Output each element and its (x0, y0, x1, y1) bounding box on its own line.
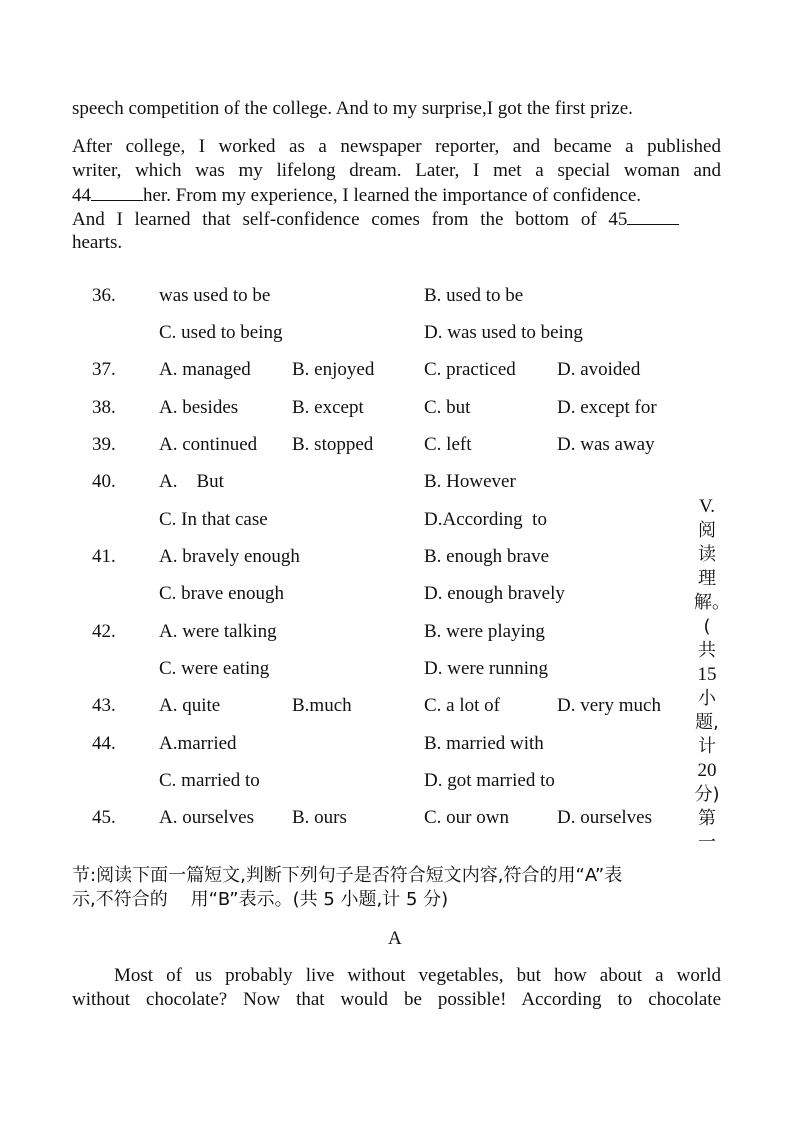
option-a: A. managed (159, 359, 251, 380)
option-a: A. bravely enough (159, 546, 300, 567)
paragraph-line: speech competition of the college. And to my surprise,I got the first prize. (72, 98, 633, 119)
option-d: D. except for (557, 397, 657, 418)
option-d: D. was used to being (424, 322, 583, 343)
heading-char: 共 (698, 640, 716, 661)
question-number: 38. (92, 397, 116, 418)
question-number: 36. (92, 285, 116, 306)
option-b: B. enough brave (424, 546, 550, 567)
option-b: B. were playing (424, 621, 545, 642)
instruction-line: 示,不符合的 用“B”表示。(共 5 小题,计 5 分) (72, 889, 449, 910)
option-d: D. was away (557, 434, 655, 455)
option-a: A. ourselves (159, 807, 254, 828)
option-d: D. were running (424, 658, 548, 679)
option-c: C. were eating (159, 658, 270, 679)
option-b: B. used to be (424, 285, 524, 306)
question-number: 37. (92, 359, 116, 380)
option-a: A. continued (159, 434, 258, 455)
option-d: D.According to (424, 509, 547, 530)
option-d: D. enough bravely (424, 583, 565, 604)
heading-char: 小 (698, 688, 716, 709)
heading-char: 计 (698, 736, 716, 757)
answer-blank-45 (627, 207, 679, 225)
question-number: 41. (92, 546, 116, 567)
paragraph-line-blank-45 (72, 207, 721, 232)
paragraph-line-blank-44 (72, 183, 721, 208)
paragraph-line: hearts. (72, 232, 123, 253)
passage-line: without chocolate? Now that would be possible! According to chocolate (72, 989, 721, 1010)
option-a: A. quite (159, 695, 221, 716)
option-b: B. married with (424, 733, 544, 754)
heading-char: ( (703, 616, 711, 637)
question-number: 40. (92, 471, 116, 492)
option-c: C. left (424, 434, 472, 455)
heading-char: 阅 (698, 520, 716, 541)
option-b: B.much (292, 695, 352, 716)
option-a: A.married (159, 733, 237, 754)
option-d: D. avoided (557, 359, 641, 380)
option-b: B. stopped (292, 434, 374, 455)
option-b: B. However (424, 471, 516, 492)
option-a: was used to be (159, 285, 271, 306)
option-c: C. but (424, 397, 471, 418)
question-number: 42. (92, 621, 116, 642)
heading-char: 解。 (694, 592, 730, 613)
heading-char: 第 (698, 808, 716, 829)
option-d: D. ourselves (557, 807, 652, 828)
option-d: D. very much (557, 695, 661, 716)
question-number: 39. (92, 434, 116, 455)
option-c: C. a lot of (424, 695, 500, 716)
paragraph-line: After college, I worked as a newspaper reporter, and became a published (72, 136, 721, 157)
heading-char: 理 (698, 568, 716, 589)
option-b: B. ours (292, 807, 347, 828)
question-number: 44. (92, 733, 116, 754)
paragraph-line: writer, which was my lifelong dream. Later, I met a special woman and (72, 160, 721, 181)
passage-title: A (388, 928, 402, 949)
paragraph-text: her. From my experience, I learned the importance of confidence. (143, 185, 642, 206)
option-c: C. our own (424, 807, 509, 828)
option-c: C. married to (159, 770, 260, 791)
answer-blank-44 (91, 183, 143, 201)
question-number: 45. (92, 807, 116, 828)
heading-char: 题, (695, 712, 719, 733)
instruction-line: 节:阅读下面一篇短文,判断下列句子是否符合短文内容,符合的用“A”表 (72, 865, 623, 886)
heading-char: 20 (697, 760, 717, 781)
blank-number-44: 44 (72, 185, 91, 206)
option-b: B. enjoyed (292, 359, 375, 380)
option-d: D. got married to (424, 770, 555, 791)
heading-char: 分) (694, 784, 720, 805)
question-number: 43. (92, 695, 116, 716)
option-c: C. practiced (424, 359, 516, 380)
option-b: B. except (292, 397, 364, 418)
heading-char: 15 (697, 664, 717, 685)
option-c: C. used to being (159, 322, 283, 343)
section-heading-vertical (694, 495, 730, 855)
option-a: A. But (159, 471, 224, 492)
heading-char: V. (698, 496, 716, 517)
option-c: C. In that case (159, 509, 268, 530)
heading-char: 一 (698, 832, 716, 853)
heading-char: 读 (698, 544, 716, 565)
option-a: A. besides (159, 397, 239, 418)
passage-line: Most of us probably live without vegetables, but how about a world (114, 965, 721, 986)
option-c: C. brave enough (159, 583, 285, 604)
paragraph-text: And I learned that self-confidence comes from the bottom of 45 (72, 209, 628, 230)
option-a: A. were talking (159, 621, 277, 642)
